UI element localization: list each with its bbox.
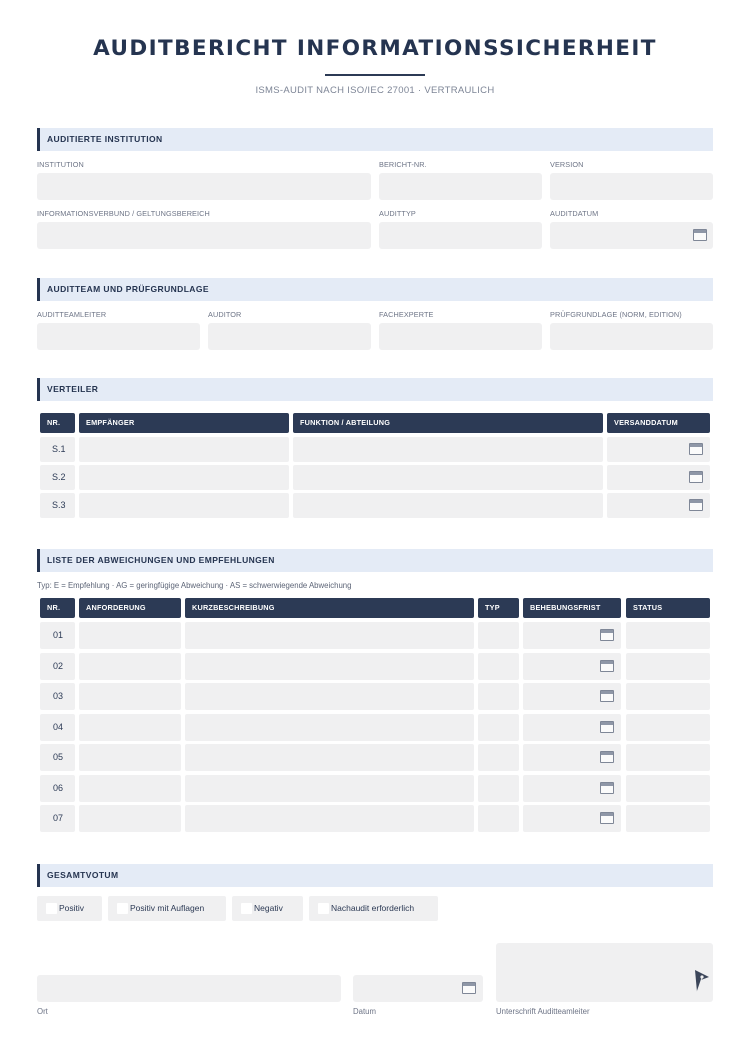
recipient-cell[interactable]: [79, 437, 289, 462]
type-cell[interactable]: [478, 775, 519, 802]
auditor-label: AUDITOR: [208, 310, 242, 319]
place-label: Ort: [37, 1007, 48, 1016]
row-number: 04: [53, 721, 64, 732]
deadline-cell[interactable]: [523, 744, 621, 771]
section-header-distribution: [37, 378, 713, 401]
column-header-type: TYP: [478, 598, 519, 618]
recipient-cell[interactable]: [79, 465, 289, 490]
page-title: AUDITBERICHT INFORMATIONSSICHERHEIT: [93, 36, 657, 61]
calendar-icon[interactable]: [600, 751, 614, 763]
calendar-icon[interactable]: [689, 499, 703, 511]
calendar-icon[interactable]: [689, 443, 703, 455]
table-row-number-cell: [40, 714, 75, 741]
requirement-cell[interactable]: [79, 622, 181, 649]
scope-label: INFORMATIONSVERBUND / GELTUNGSBEREICH: [37, 209, 210, 218]
description-cell[interactable]: [185, 683, 474, 710]
calendar-icon[interactable]: [600, 690, 614, 702]
checkbox[interactable]: [117, 903, 128, 914]
type-cell[interactable]: [478, 683, 519, 710]
status-cell[interactable]: [626, 622, 710, 649]
function-cell[interactable]: [293, 465, 603, 490]
calendar-icon[interactable]: [600, 629, 614, 641]
report-no-label: BERICHT-NR.: [379, 160, 427, 169]
deadline-cell[interactable]: [523, 714, 621, 741]
row-number: 03: [53, 691, 64, 701]
row-number: 07: [53, 813, 64, 823]
status-cell[interactable]: [626, 775, 710, 802]
place-field[interactable]: [37, 975, 341, 1002]
basis-field[interactable]: [550, 323, 713, 350]
section-title: GESAMTVOTUM: [47, 870, 119, 880]
table-row-number-cell: [40, 622, 75, 649]
table-row-number-cell: [40, 775, 75, 802]
description-cell[interactable]: [185, 744, 474, 771]
row-number: 02: [53, 660, 64, 671]
section-header-findings: [37, 549, 713, 572]
description-cell[interactable]: [185, 714, 474, 741]
section-title: AUDITTEAM UND PRÜFGRUNDLAGE: [47, 284, 209, 294]
requirement-cell[interactable]: [79, 744, 181, 771]
option-label: Nachaudit erforderlich: [331, 903, 415, 913]
title-divider: [325, 74, 425, 76]
page-subtitle: ISMS-AUDIT NACH ISO/IEC 27001 · VERTRAULICH: [255, 85, 495, 96]
status-cell[interactable]: [626, 714, 710, 741]
section-header-verdict: [37, 864, 713, 887]
signature-date-label: Datum: [353, 1007, 376, 1016]
option-label: Positiv: [59, 903, 85, 913]
column-header-description: KURZBESCHREIBUNG: [185, 598, 474, 618]
verdict-option-positive[interactable]: [37, 896, 102, 921]
send-date-cell[interactable]: [607, 465, 710, 490]
lead-auditor-field[interactable]: [37, 323, 200, 350]
deadline-cell[interactable]: [523, 653, 621, 680]
signature-label: Unterschrift Auditteamleiter: [496, 1007, 590, 1016]
status-cell[interactable]: [626, 653, 710, 680]
verdict-option-negative[interactable]: [232, 896, 303, 921]
table-row-number-cell: [40, 805, 75, 832]
row-number: S.1: [52, 444, 66, 454]
checkbox[interactable]: [318, 903, 329, 914]
type-cell[interactable]: [478, 805, 519, 832]
recipient-cell[interactable]: [79, 493, 289, 518]
audit-type-field[interactable]: [379, 222, 542, 249]
type-cell[interactable]: [478, 622, 519, 649]
institution-label: INSTITUTION: [37, 160, 84, 169]
status-cell[interactable]: [626, 805, 710, 832]
pen-nib-icon: [692, 968, 712, 994]
column-header-nr: NR.: [40, 413, 75, 433]
description-cell[interactable]: [185, 775, 474, 802]
expert-label: FACHEXPERTE: [379, 310, 434, 319]
requirement-cell[interactable]: [79, 775, 181, 802]
row-number: 05: [53, 752, 64, 762]
description-cell[interactable]: [185, 805, 474, 832]
expert-field[interactable]: [379, 323, 542, 350]
send-date-cell[interactable]: [607, 493, 710, 518]
calendar-icon[interactable]: [600, 721, 614, 733]
basis-label: PRÜFGRUNDLAGE (NORM, EDITION): [550, 310, 682, 319]
table-row-number-cell: [40, 437, 75, 462]
deadline-cell[interactable]: [523, 775, 621, 802]
type-cell[interactable]: [478, 744, 519, 771]
verdict-option-positive-with-conditions[interactable]: [108, 896, 226, 921]
table-row-number-cell: [40, 744, 75, 771]
row-number: 06: [53, 782, 64, 793]
checkbox[interactable]: [46, 903, 57, 914]
description-cell[interactable]: [185, 653, 474, 680]
deadline-cell[interactable]: [523, 622, 621, 649]
institution-field[interactable]: [37, 173, 371, 200]
section-title: VERTEILER: [47, 384, 99, 394]
table-row-number-cell: [40, 493, 75, 518]
description-cell[interactable]: [185, 622, 474, 649]
version-label: VERSION: [550, 160, 584, 169]
calendar-icon[interactable]: [693, 229, 707, 241]
table-row-number-cell: [40, 653, 75, 680]
deadline-cell[interactable]: [523, 805, 621, 832]
row-number: S.3: [52, 500, 66, 510]
report-no-field[interactable]: [379, 173, 542, 200]
signature-field[interactable]: [496, 943, 713, 1002]
calendar-icon[interactable]: [600, 660, 614, 672]
column-header-status: STATUS: [626, 598, 710, 618]
row-number: 01: [53, 630, 64, 640]
column-header-nr: NR.: [40, 598, 75, 618]
column-header-requirement: ANFORDERUNG: [79, 598, 181, 618]
requirement-cell[interactable]: [79, 653, 181, 680]
function-cell[interactable]: [293, 437, 603, 462]
audit-type-label: AUDITTYP: [379, 209, 416, 218]
column-header-recipient: EMPFÄNGER: [79, 413, 289, 433]
calendar-icon[interactable]: [600, 782, 614, 794]
section-title: AUDITIERTE INSTITUTION: [47, 134, 163, 144]
version-field[interactable]: [550, 173, 713, 200]
calendar-icon[interactable]: [462, 982, 476, 994]
calendar-icon[interactable]: [689, 471, 703, 483]
signature-date-field[interactable]: [353, 975, 483, 1002]
requirement-cell[interactable]: [79, 714, 181, 741]
scope-field[interactable]: [37, 222, 371, 249]
requirement-cell[interactable]: [79, 683, 181, 710]
status-cell[interactable]: [626, 683, 710, 710]
column-header-function: FUNKTION / ABTEILUNG: [293, 413, 603, 433]
verdict-option-follow-up-audit[interactable]: [309, 896, 438, 921]
deadline-cell[interactable]: [523, 683, 621, 710]
option-label: Negativ: [254, 903, 283, 913]
section-header-institution: [37, 128, 713, 151]
section-title: LISTE DER ABWEICHUNGEN UND EMPFEHLUNGEN: [47, 555, 275, 565]
option-label: Positiv mit Auflagen: [130, 903, 205, 913]
checkbox[interactable]: [241, 903, 252, 914]
type-legend-note: Typ: E = Empfehlung · AG = geringfügige Abweichung · AS = schwerwiegende Abweichung: [37, 581, 352, 590]
table-row-number-cell: [40, 683, 75, 710]
column-header-deadline: BEHEBUNGSFRIST: [523, 598, 621, 618]
audit-date-label: AUDITDATUM: [550, 209, 599, 218]
status-cell[interactable]: [626, 744, 710, 771]
table-row-number-cell: [40, 465, 75, 490]
row-number: S.2: [52, 472, 66, 482]
audit-date-field[interactable]: [550, 222, 713, 249]
type-cell[interactable]: [478, 714, 519, 741]
calendar-icon[interactable]: [600, 812, 614, 824]
requirement-cell[interactable]: [79, 805, 181, 832]
lead-auditor-label: AUDITTEAMLEITER: [37, 310, 107, 319]
function-cell[interactable]: [293, 493, 603, 518]
column-header-send-date: VERSANDDATUM: [607, 413, 710, 433]
section-header-team: [37, 278, 713, 301]
auditor-field[interactable]: [208, 323, 371, 350]
send-date-cell[interactable]: [607, 437, 710, 462]
type-cell[interactable]: [478, 653, 519, 680]
